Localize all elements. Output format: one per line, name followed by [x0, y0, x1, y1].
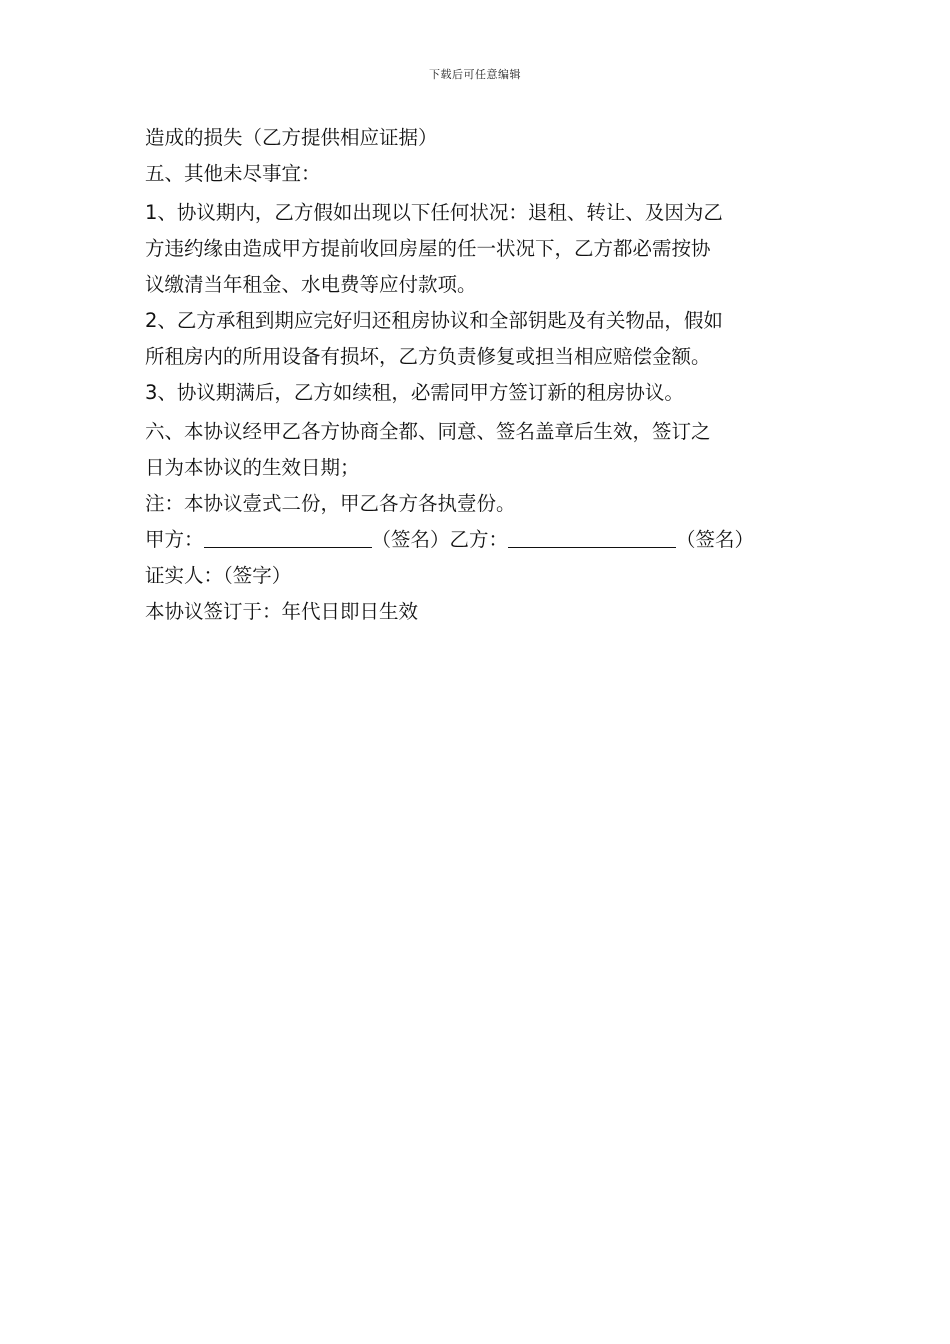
party-b-suffix: （签名） — [676, 528, 755, 551]
party-a-suffix: （签名） — [371, 528, 450, 551]
section-six-line-1: 六、本协议经甲乙各方协商全都、同意、签名盖章后生效，签订之 — [145, 420, 711, 443]
clause-1-line-3: 议缴清当年租金、水电费等应付款项。 — [145, 273, 477, 296]
signature-line — [145, 522, 810, 558]
party-a-signature-blank[interactable] — [204, 525, 372, 548]
page-header: 下载后可任意编辑 — [429, 68, 521, 81]
clause-1-line-2: 方违约缘由造成甲方提前收回房屋的任一状况下，乙方都必需按协 — [145, 237, 711, 260]
clause-2-line-2: 所租房内的所用设备有损坏，乙方负责修复或担当相应赔偿金额。 — [145, 345, 711, 368]
party-b-label: 乙方： — [449, 528, 509, 551]
signed-date-line: 本协议签订于：年代日即日生效 — [145, 600, 419, 623]
party-a-label: 甲方： — [145, 528, 204, 551]
clause-1-line-1: 1、协议期内，乙方假如出现以下任何状况：退租、转让、及因为乙 — [145, 201, 723, 224]
section-five-heading: 五、其他未尽事宜： — [145, 162, 321, 185]
clause-2-line-1: 2、乙方承租到期应完好归还租房协议和全部钥匙及有关物品，假如 — [145, 309, 723, 332]
party-b-signature-blank[interactable] — [508, 525, 676, 548]
clause-3-line-1: 3、协议期满后，乙方如续租，必需同甲方签订新的租房协议。 — [145, 381, 684, 404]
text-line-1: 造成的损失（乙方提供相应证据） — [145, 126, 438, 149]
section-six-line-2: 日为本协议的生效日期； — [145, 456, 360, 479]
note-line: 注：本协议壹式二份，甲乙各方各执壹份。 — [145, 492, 516, 515]
witness-line: 证实人：（签字） — [145, 564, 292, 587]
document-body — [145, 120, 810, 630]
